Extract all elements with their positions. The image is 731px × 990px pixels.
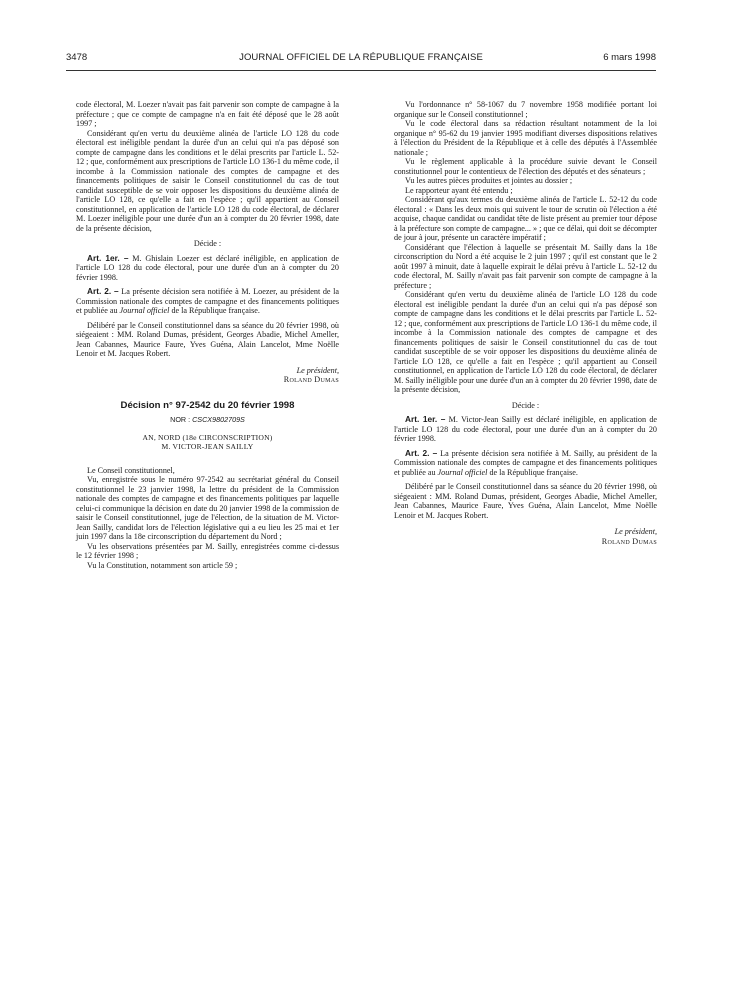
article-label: Art. 2. – <box>405 447 438 458</box>
journal-title: JOURNAL OFFICIEL DE LA RÉPUBLIQUE FRANÇAISE <box>239 52 483 63</box>
page-number: 3478 <box>66 52 88 63</box>
article-text: M. Victor-Jean Sailly est déclaré inéligible, en application de l'article LO 128 du code électoral, pour une durée d'un an à compter du 20 février 1998. <box>394 415 658 443</box>
decide-heading: Décide : <box>193 239 222 248</box>
article-text: M. Ghislain Loezer est déclaré inéligible, en application de l'article LO 128 du code électoral, pour une durée d'un an à compter du 20 février 1998. <box>76 253 339 282</box>
issue-date: 6 mars 1998 <box>603 52 656 63</box>
decide-heading: Décide : <box>511 400 540 410</box>
article-text: de la République française. <box>171 306 260 315</box>
article-label: Art. 1er. – <box>405 414 446 424</box>
paragraph: Vu les autres pièces produites et jointes au dossier ; <box>405 176 573 185</box>
journal-name: Journal officiel <box>437 467 488 477</box>
paragraph: Vu, enregistrée sous le numéro 97-2542 au secrétariat général du Conseil constitutionnel le 23 janvier 1998, la lettre du président de la Commission nationale des comptes de campagne et des financements politiques par laquelle celui-ci communique la décision en date du 20 janvier 1998 de la commission de saisir le Conseil constitutionnel, juge de l'élection, de la situation de M. Victor-Jean Sailly, candidat lors de l'élection législative qui a eu lieu les 25 mai et 1er juin 1997 dans la 18e circonscription du département du Nord ; <box>76 475 339 541</box>
article-label: Art. 1er. – <box>87 252 129 263</box>
article-text: de la République française. <box>489 467 578 477</box>
nor-code: CSCX9802709S <box>192 415 245 424</box>
signature-name: Roland Dumas <box>283 375 339 384</box>
article-1 <box>76 254 339 283</box>
intro: Le Conseil constitutionnel, <box>87 465 175 475</box>
paragraph: Vu le règlement applicable à la procédure suivie devant le Conseil constitutionnel pour le contentieux de l'élection des députés et des sénateurs ; <box>394 157 657 176</box>
article-text: La présente décision sera notifiée à M. Loezer, au président de la Commission nationale des comptes de campagne et des financements politiques et publiée au <box>76 287 340 315</box>
constituency: AN, NORD (18e CIRCONSCRIPTION) <box>142 432 273 442</box>
deliberation: Délibéré par le Conseil constitutionnel dans sa séance du 20 février 1998, où siégeaient : MM. Roland Dumas, président, Georges Abadie, Michel Ameller, Jean Cabannes, Maurice Faure, Yves Guéna, Alain Lancelot, Mme Noëlle Lenoir et M. Jacques Robert. <box>76 320 339 358</box>
article-2 <box>76 287 339 316</box>
article-2 <box>394 449 657 478</box>
article-text: La présente décision sera notifiée à M. Sailly, au président de la Commission nationale des comptes de campagne et des financements politiques et publiée au <box>394 448 658 477</box>
signature-title: Le président, <box>614 527 657 536</box>
signature-name: Roland Dumas <box>601 536 657 546</box>
journal-name: Journal officiel <box>119 306 170 315</box>
deliberation: Délibéré par le Conseil constitutionnel dans sa séance du 20 février 1998, où siégeaient : MM. Roland Dumas, président, Georges Abadie, Michel Ameller, Jean Cabannes, Maurice Faure, Yves Guéna, Alain Lancelot, Mme Noëlle Lenoir et M. Jacques Robert. <box>394 482 657 520</box>
paragraph: code électoral, M. Loezer n'avait pas fait parvenir son compte de campagne à la préfecture ; que ce compte de campagne n'a en fait été déposé que le 28 août 1997 ; <box>76 100 339 128</box>
page-header <box>66 52 656 66</box>
paragraph: Considérant qu'en vertu du deuxième alinéa de l'article LO 128 du code électoral est inéligible pendant la durée d'un an celui qui n'a pas déposé son compte de campagne dans les conditions et le délai prescrits par l'article L. 52-12 ; que, conformément aux prescriptions de l'article LO 136-1 du même code, il incombe à la Commission nationale des comptes de campagne et des financements politiques de saisir le Conseil constitutionnel du cas de tout candidat susceptible de se voir opposer les dispositions du deuxième alinéa de l'article LO 128, ce qu'elle a fait en l'espèce ; qu'il appartient au Conseil constitutionnel, en application de l'article LO 128 du code électoral, de déclarer M. Sailly inéligible pour une durée d'un an à compter du 20 février 1998, date de la présente décision, <box>394 290 657 394</box>
paragraph: Vu le code électoral dans sa rédaction résultant notamment de la loi organique n° 95-62 du 19 janvier 1995 modifiant diverses dispositions relatives à l'élection du Président de la République et à celle des députés à l'Assemblée nationale ; <box>394 119 657 157</box>
paragraph: Vu la Constitution, notamment son article 59 ; <box>87 560 238 570</box>
decision-title: Décision n° 97-2542 du 20 février 1998 <box>120 399 295 411</box>
paragraph: Considérant qu'en vertu du deuxième alinéa de l'article LO 128 du code électoral est inéligible pendant la durée d'un an celui qui n'a pas déposé son compte de campagne dans les conditions et le délai prescrits par l'article L. 52-12 ; que, conformément aux prescriptions de l'article LO 136-1 du même code, il incombe à la Commission nationale des comptes de campagne et des financements politiques de saisir le Conseil constitutionnel du cas de tout candidat susceptible de se voir opposer les dispositions du deuxième alinéa de l'article LO 128, ce qu'elle a fait en l'espèce ; qu'il appartient au Conseil constitutionnel, en application de l'article LO 128 du code électoral, de déclarer M. Loezer inéligible pour une durée d'un an à compter du 20 février 1998, date de la présente décision, <box>76 128 339 233</box>
article-1 <box>394 415 657 444</box>
paragraph: Considérant que l'élection à laquelle se présentait M. Sailly dans la 18e circonscription du Nord a été acquise le 2 juin 1997 ; qu'il est constant que le 2 août 1997 à minuit, date à laquelle expirait le délai prévu à l'article L. 52-12 du code électoral, M. Sailly n'avait pas fait parvenir son compte de campagne à la préfecture ; <box>394 242 657 290</box>
paragraph: Considérant qu'aux termes du deuxième alinéa de l'article L. 52-12 du code électoral : « Dans les deux mois qui suivent le tour de scrutin où l'élection a été acquise, chaque candidat ou candidat tête de liste présent au premier tour dépose à la préfecture son compte de campagne... » ; que ce délai, qui doit se décompter de jour à jour, présente un caractère impératif ; <box>394 195 657 242</box>
left-column <box>76 100 339 570</box>
paragraph: Le rapporteur ayant été entendu ; <box>405 185 513 195</box>
nor-reference <box>76 415 339 425</box>
candidate-name: M. VICTOR-JEAN SAILLY <box>161 442 254 451</box>
right-column <box>394 100 657 546</box>
signature-title: Le président, <box>296 365 339 375</box>
paragraph: Vu l'ordonnance n° 58-1067 du 7 novembre 1958 modifiée portant loi organique sur le Conseil constitutionnel ; <box>394 100 657 119</box>
header-rule <box>66 70 656 71</box>
paragraph: Vu les observations présentées par M. Sailly, enregistrées comme ci-dessus le 12 février 1998 ; <box>76 541 339 560</box>
article-label: Art. 2. – <box>87 286 119 296</box>
nor-label: NOR : <box>170 415 191 424</box>
